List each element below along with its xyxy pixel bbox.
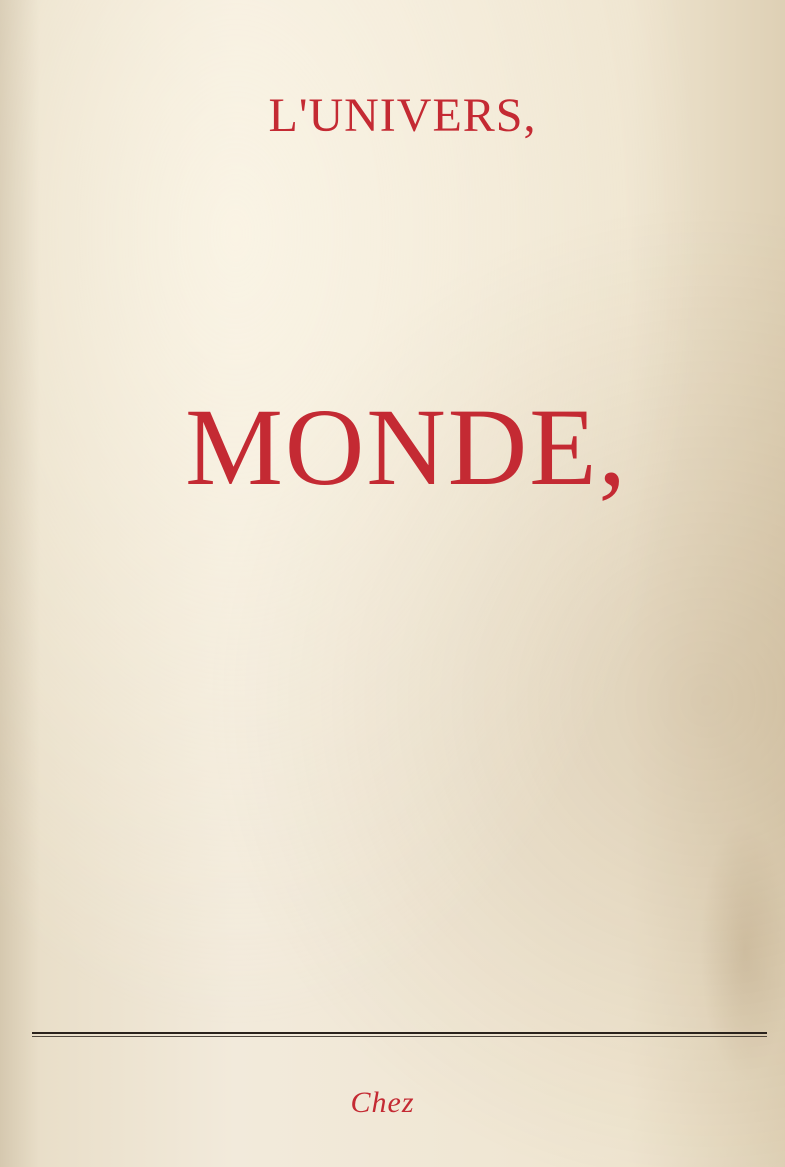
divider-rule-thin xyxy=(32,1036,767,1037)
imprint-printer xyxy=(4,1088,785,1118)
page-edge-shading xyxy=(0,0,40,1167)
divider-rule xyxy=(32,1032,767,1034)
paper-stain xyxy=(700,820,785,1080)
heading-univers: L'UNIVERS, xyxy=(268,89,537,142)
imprint-chez: Chez xyxy=(350,1086,415,1119)
heading-monde: MONDE, xyxy=(185,386,628,508)
